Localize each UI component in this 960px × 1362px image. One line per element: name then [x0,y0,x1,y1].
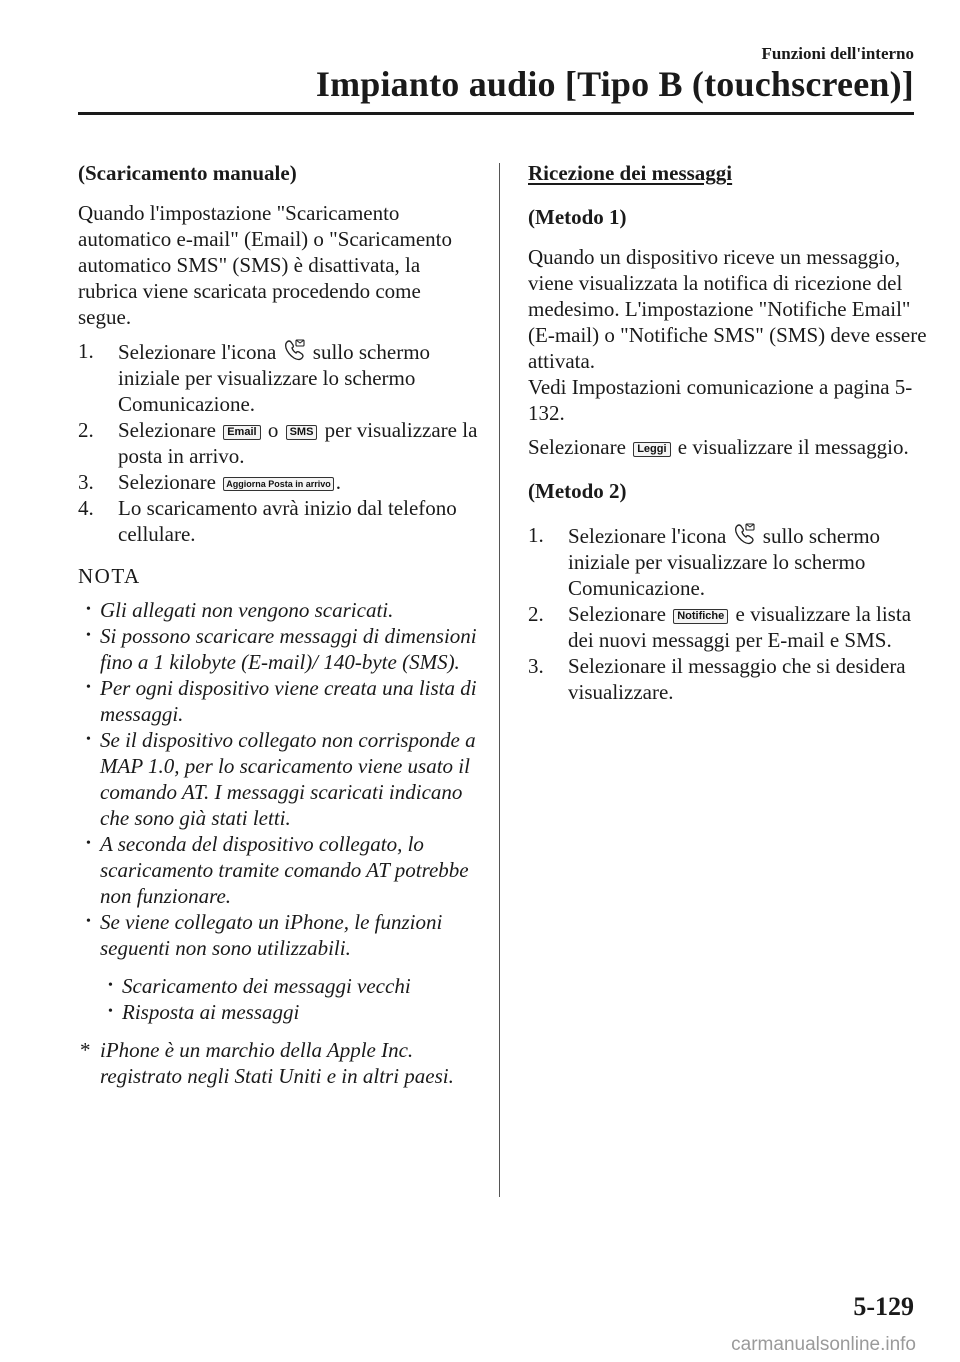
read-button[interactable]: Leggi [633,442,670,457]
footnote [78,1037,478,1089]
right-column [528,160,928,705]
watermark: carmanualsonline.info [731,1334,916,1355]
receive-messages-heading: Ricezione dei messaggi [528,161,733,185]
page-number: 5-129 [853,1292,914,1321]
step-text: Selezionare l'icona [118,340,277,364]
step-text: Selezionare [118,418,216,442]
step-text: Selezionare [568,602,666,626]
method-1-select [528,434,928,460]
step-3 [78,469,478,495]
method-2-steps [528,522,928,705]
note-item: • Gli allegati non vengono scaricati. [78,597,478,623]
step-3 [528,653,928,705]
phone-message-icon [734,522,756,546]
step-text: Selezionare il messaggio che si desidera visualizzare. [568,654,906,704]
step-1 [78,338,478,417]
note-item: • A seconda del dispositivo collegato, lo scaricamento tramite comando AT potrebbe non funzionare. [78,831,478,909]
method-1-label: (Metodo 1) [528,205,627,229]
step-list [78,338,478,547]
step-number: 4. [78,496,94,520]
select-text: Selezionare [528,435,626,459]
note-item: • Se viene collegato un iPhone, le funzioni seguenti non sono utilizzabili. [78,909,478,961]
step-1 [528,522,928,601]
note-item: • Per ogni dispositivo viene creata una lista di messaggi. [78,675,478,727]
step-text: sullo schermo iniziale per visualizzare lo schermo Comunicazione. [118,340,431,416]
sub-note-item: • Risposta ai messaggi [100,999,478,1025]
note-item: • Se il dispositivo collegato non corrisponde a MAP 1.0, per lo scaricamento viene usato il comando AT. I messaggi scaricati indicano che sono già stati letti. [78,727,478,831]
note-title: NOTA [78,564,141,588]
column-divider [499,163,500,1197]
notifications-button[interactable]: Notifiche [673,609,728,624]
sms-button[interactable]: SMS [286,425,318,440]
step-text: Lo scaricamento avrà inizio dal telefono cellulare. [118,496,457,546]
select-text: e visualizzare il messaggio. [677,435,909,459]
phone-message-icon [284,338,306,362]
step-number: 3. [528,654,544,678]
header-rule [78,112,914,115]
method-1-text: Quando un dispositivo riceve un messaggio, viene visualizzata la notifica di ricezione del medesimo. L'impostazione "Notifiche Email" (E-mail) o "Notifiche SMS" (SMS) deve essere attivata. [528,245,927,373]
update-inbox-button[interactable]: Aggiorna Posta in arrivo [223,477,334,491]
manual-download-heading: (Scaricamento manuale) [78,161,297,185]
step-number: 2. [528,602,544,626]
step-text: sullo schermo iniziale per visualizzare lo schermo Comunicazione. [568,524,881,600]
step-number: 3. [78,470,94,494]
step-text: . [335,470,341,494]
step-2 [528,601,928,653]
note-list [78,597,478,1025]
method-1-reference: Vedi Impostazioni comunicazione a pagina 5-132. [528,375,913,425]
footnote-text: iPhone è un marchio della Apple Inc. registrato negli Stati Uniti e in altri paesi. [100,1038,454,1088]
step-text: o [267,418,279,442]
step-text: Selezionare l'icona [568,524,727,548]
step-number: 2. [78,418,94,442]
method-2-label: (Metodo 2) [528,479,627,503]
step-number: 1. [78,339,94,363]
note-item: • Si possono scaricare messaggi di dimensioni fino a 1 kilobyte (E-mail)/ 140-byte (SMS). [78,623,478,675]
left-column [78,160,478,1089]
sub-note-item: • Scaricamento dei messaggi vecchi [100,973,478,999]
step-text: e visualizzare la lista dei nuovi messaggi per E-mail e SMS. [568,602,912,652]
step-text: Selezionare [118,470,216,494]
step-text: per visualizzare la posta in arrivo. [118,418,478,468]
email-button[interactable]: Email [223,425,260,440]
footnote-mark: * [80,1038,91,1062]
step-number: 1. [528,523,544,547]
intro-paragraph: Quando l'impostazione "Scaricamento automatico e-mail" (Email) o "Scaricamento automatico SMS" (SMS) è disattivata, la rubrica viene scaricata procedendo come segue. [78,201,453,329]
sub-note-list [78,973,478,1025]
section-label: Funzioni dell'interno [761,44,914,63]
page-title: Impianto audio [Tipo B (touchscreen)] [315,64,914,104]
step-4 [78,495,478,547]
step-2 [78,417,478,469]
